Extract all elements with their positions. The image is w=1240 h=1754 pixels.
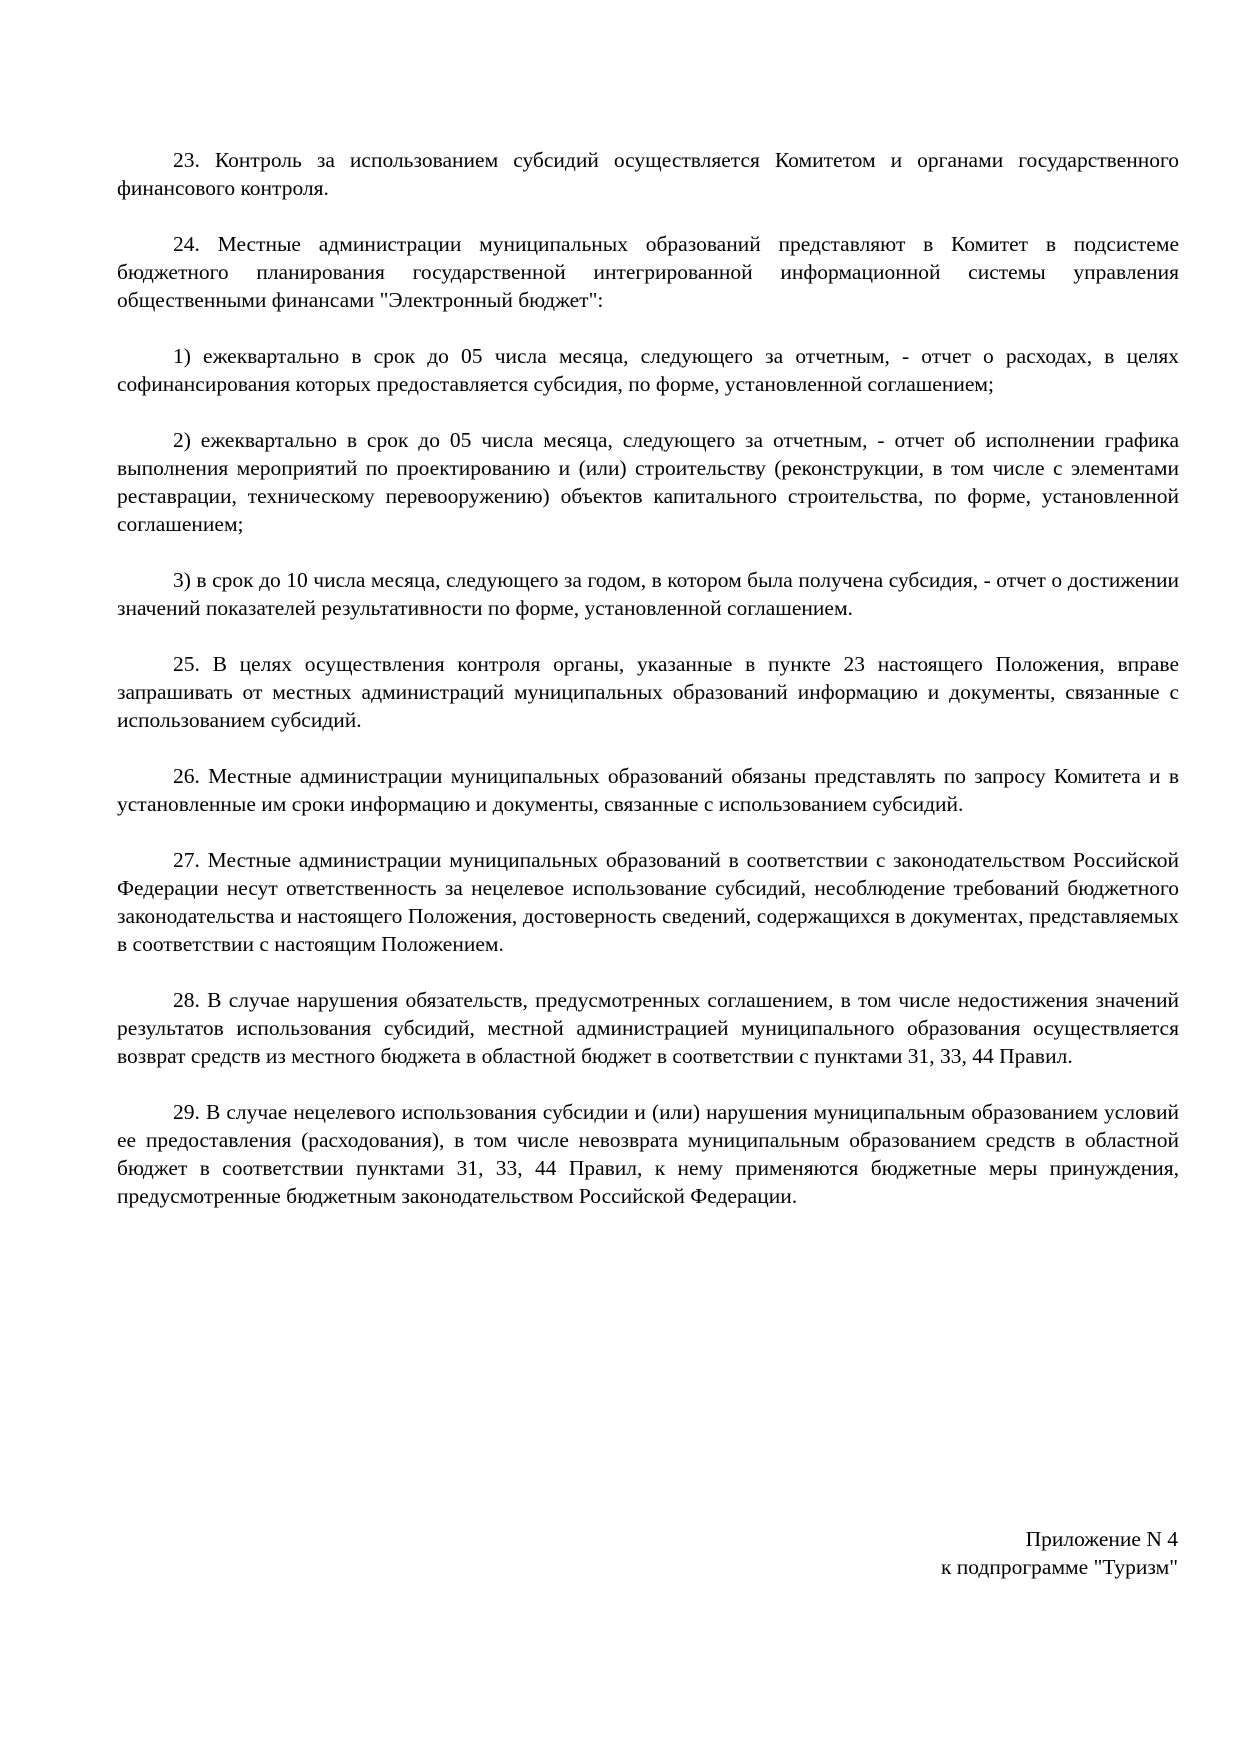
appendix-number: Приложение N 4 [1025,1527,1178,1551]
paragraph-24-item-2: 2) ежеквартально в срок до 05 числа месяца, следующего за отчетным, - отчет об исполнении графика выполнения мероприятий по проектированию и (или) строительству (реконструкции, в том числе с элементами реставрации, техническому перевооружению) объектов капитального строительства, по форме, установленной соглашением; [117,428,1179,536]
paragraph-25: 25. В целях осуществления контроля органы, указанные в пункте 23 настоящего Положения, вправе запрашивать от местных администраций муниципальных образований информацию и документы, связанные с использованием субсидий. [117,652,1179,732]
paragraph-23: 23. Контроль за использованием субсидий осуществляется Комитетом и органами государственного финансового контроля. [117,148,1179,200]
paragraph-29: 29. В случае нецелевого использования субсидии и (или) нарушения муниципальным образованием условий ее предоставления (расходования), в том числе невозврата муниципальным образованием средств в областной бюджет в соответствии пунктами 31, 33, 44 Правил, к нему применяются бюджетные меры принуждения, предусмотренные бюджетным законодательством Российской Федерации. [117,1100,1179,1208]
document-body [117,146,1179,1238]
paragraph-24-item-1: 1) ежеквартально в срок до 05 числа месяца, следующего за отчетным, - отчет о расходах, в целях софинансирования которых предоставляется субсидия, по форме, установленной соглашением; [117,344,1179,396]
paragraph-26: 26. Местные администрации муниципальных образований обязаны представлять по запросу Комитета и в установленные им сроки информацию и документы, связанные с использованием субсидий. [117,764,1179,816]
paragraph-24: 24. Местные администрации муниципальных образований представляют в Комитет в подсистеме бюджетного планирования государственной интегрированной информационной системы управления общественными финансами "Электронный бюджет": [117,232,1179,312]
paragraph-24-item-3: 3) в срок до 10 числа месяца, следующего за годом, в котором была получена субсидия, - отчет о достижении значений показателей результативности по форме, установленной соглашением. [117,568,1179,620]
paragraph-28: 28. В случае нарушения обязательств, предусмотренных соглашением, в том числе недостижения значений результатов использования субсидий, местной администрацией муниципального образования осуществляется возврат средств из местного бюджета в областной бюджет в соответствии с пунктами 31, 33, 44 Правил. [117,988,1179,1068]
appendix-heading [941,1525,1178,1581]
paragraph-27: 27. Местные администрации муниципальных образований в соответствии с законодательством Российской Федерации несут ответственность за нецелевое использование субсидий, несоблюдение требований бюджетного законодательства и настоящего Положения, достоверность сведений, содержащихся в документах, представляемых в соответствии с настоящим Положением. [117,848,1179,956]
appendix-subtitle: к подпрограмме "Туризм" [940,1555,1178,1579]
